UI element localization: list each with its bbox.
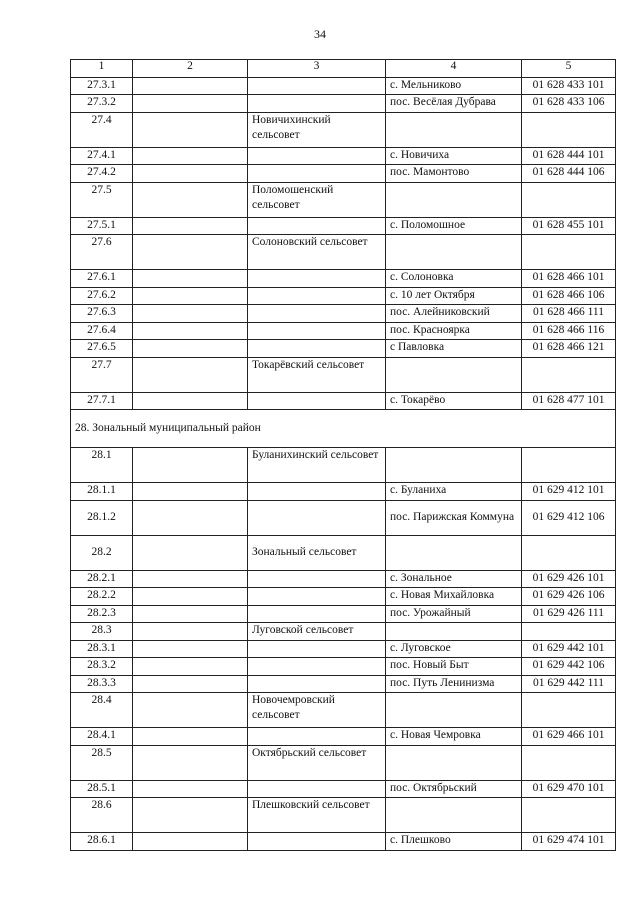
row-col-2 [133, 322, 248, 340]
row-col-2 [133, 392, 248, 410]
row-code: 27.3.2 [71, 95, 133, 113]
row-code: 28.2.3 [71, 605, 133, 623]
row-municipality [248, 392, 386, 410]
row-code: 27.5 [71, 182, 133, 217]
row-settlement [386, 357, 522, 392]
table-row [71, 500, 616, 535]
row-col-2 [133, 500, 248, 535]
row-settlement: пос. Весёлая Дубрава [386, 95, 522, 113]
row-settlement [386, 535, 522, 570]
column-header: 5 [522, 60, 616, 78]
row-okato-code [522, 357, 616, 392]
row-code: 27.4 [71, 112, 133, 147]
row-okato-code: 01 629 470 101 [522, 780, 616, 798]
row-settlement: пос. Путь Ленинизма [386, 675, 522, 693]
table-row [71, 483, 616, 501]
row-settlement: с. Новая Чемровка [386, 728, 522, 746]
row-col-2 [133, 448, 248, 483]
row-okato-code: 01 628 466 121 [522, 340, 616, 358]
table-row [71, 640, 616, 658]
table-row [71, 305, 616, 323]
row-col-2 [133, 728, 248, 746]
table-row [71, 392, 616, 410]
table-row [71, 270, 616, 288]
settlement-registry-table [70, 59, 616, 851]
row-settlement: с. Мельниково [386, 77, 522, 95]
table-row [71, 448, 616, 483]
table-row [71, 588, 616, 606]
table-row [71, 833, 616, 851]
row-settlement [386, 745, 522, 780]
row-okato-code [522, 448, 616, 483]
table-row [71, 693, 616, 728]
row-col-2 [133, 287, 248, 305]
row-okato-code: 01 628 444 101 [522, 147, 616, 165]
row-settlement [386, 448, 522, 483]
table-row [71, 728, 616, 746]
row-code: 28.4.1 [71, 728, 133, 746]
row-settlement [386, 182, 522, 217]
district-heading-row [71, 410, 616, 448]
row-code: 28.2.2 [71, 588, 133, 606]
table-row [71, 77, 616, 95]
row-settlement [386, 112, 522, 147]
row-okato-code: 01 629 442 106 [522, 658, 616, 676]
row-okato-code: 01 628 455 101 [522, 217, 616, 235]
row-col-2 [133, 588, 248, 606]
table-row [71, 780, 616, 798]
row-code: 28.2 [71, 535, 133, 570]
table-row [71, 182, 616, 217]
row-municipality [248, 675, 386, 693]
row-settlement: пос. Алейниковский [386, 305, 522, 323]
row-col-2 [133, 147, 248, 165]
table-row [71, 95, 616, 113]
row-settlement: с. 10 лет Октября [386, 287, 522, 305]
row-col-2 [133, 745, 248, 780]
row-settlement: с. Зональное [386, 570, 522, 588]
row-municipality [248, 270, 386, 288]
row-okato-code: 01 628 466 106 [522, 287, 616, 305]
row-okato-code: 01 628 433 101 [522, 77, 616, 95]
row-settlement: с. Солоновка [386, 270, 522, 288]
row-municipality [248, 588, 386, 606]
table-row [71, 322, 616, 340]
row-municipality [248, 165, 386, 183]
row-municipality: Поломошенский сельсовет [248, 182, 386, 217]
row-code: 28.3.1 [71, 640, 133, 658]
row-col-2 [133, 693, 248, 728]
row-code: 28.6.1 [71, 833, 133, 851]
row-settlement [386, 693, 522, 728]
table-row [71, 623, 616, 641]
row-code: 28.1.2 [71, 500, 133, 535]
row-col-2 [133, 570, 248, 588]
row-code: 27.6 [71, 235, 133, 270]
row-settlement: с. Токарёво [386, 392, 522, 410]
row-okato-code [522, 182, 616, 217]
row-col-2 [133, 95, 248, 113]
row-col-2 [133, 623, 248, 641]
row-okato-code [522, 798, 616, 833]
row-okato-code: 01 628 466 116 [522, 322, 616, 340]
row-code: 27.7.1 [71, 392, 133, 410]
row-code: 28.5.1 [71, 780, 133, 798]
row-municipality [248, 728, 386, 746]
row-municipality [248, 500, 386, 535]
row-municipality [248, 570, 386, 588]
row-municipality [248, 658, 386, 676]
row-settlement: пос. Новый Быт [386, 658, 522, 676]
row-col-2 [133, 357, 248, 392]
column-header: 3 [248, 60, 386, 78]
table-row [71, 112, 616, 147]
row-settlement: с. Луговское [386, 640, 522, 658]
column-header: 2 [133, 60, 248, 78]
row-code: 27.6.1 [71, 270, 133, 288]
column-header: 1 [71, 60, 133, 78]
row-col-2 [133, 780, 248, 798]
row-okato-code: 01 629 426 111 [522, 605, 616, 623]
row-col-2 [133, 112, 248, 147]
row-municipality [248, 147, 386, 165]
row-okato-code [522, 112, 616, 147]
row-okato-code: 01 628 477 101 [522, 392, 616, 410]
row-okato-code: 01 629 426 106 [522, 588, 616, 606]
table-row [71, 535, 616, 570]
table-row [71, 798, 616, 833]
row-code: 28.3.3 [71, 675, 133, 693]
row-col-2 [133, 605, 248, 623]
row-col-2 [133, 235, 248, 270]
row-okato-code: 01 629 442 111 [522, 675, 616, 693]
table-row [71, 745, 616, 780]
row-code: 28.4 [71, 693, 133, 728]
row-municipality [248, 95, 386, 113]
row-settlement: с. Плешково [386, 833, 522, 851]
row-settlement: пос. Октябрьский [386, 780, 522, 798]
table-row [71, 340, 616, 358]
row-municipality [248, 780, 386, 798]
row-col-2 [133, 340, 248, 358]
row-settlement: с. Новичиха [386, 147, 522, 165]
table-body [71, 60, 616, 851]
row-okato-code: 01 629 412 106 [522, 500, 616, 535]
row-col-2 [133, 798, 248, 833]
row-municipality [248, 640, 386, 658]
row-settlement: с. Новая Михайловка [386, 588, 522, 606]
row-col-2 [133, 833, 248, 851]
row-municipality [248, 833, 386, 851]
row-municipality [248, 287, 386, 305]
table-row [71, 287, 616, 305]
table-row [71, 570, 616, 588]
row-code: 28.3 [71, 623, 133, 641]
row-okato-code: 01 628 433 106 [522, 95, 616, 113]
row-col-2 [133, 483, 248, 501]
row-code: 28.5 [71, 745, 133, 780]
row-okato-code: 01 628 466 111 [522, 305, 616, 323]
row-col-2 [133, 535, 248, 570]
row-okato-code [522, 693, 616, 728]
row-okato-code [522, 745, 616, 780]
row-settlement: с. Поломошное [386, 217, 522, 235]
row-okato-code [522, 535, 616, 570]
row-code: 28.1 [71, 448, 133, 483]
row-okato-code: 01 629 412 101 [522, 483, 616, 501]
row-settlement: пос. Урожайный [386, 605, 522, 623]
row-municipality: Буланихинский сельсовет [248, 448, 386, 483]
row-okato-code: 01 629 474 101 [522, 833, 616, 851]
row-code: 27.6.2 [71, 287, 133, 305]
row-col-2 [133, 658, 248, 676]
column-header: 4 [386, 60, 522, 78]
row-col-2 [133, 217, 248, 235]
row-municipality [248, 305, 386, 323]
row-municipality [248, 340, 386, 358]
table-row [71, 147, 616, 165]
table-row [71, 675, 616, 693]
row-code: 27.5.1 [71, 217, 133, 235]
row-settlement: пос. Красноярка [386, 322, 522, 340]
header-row [71, 60, 616, 78]
row-okato-code [522, 235, 616, 270]
row-municipality [248, 77, 386, 95]
row-col-2 [133, 305, 248, 323]
district-name: 28. Зональный муниципальный район [71, 410, 616, 448]
row-okato-code: 01 629 426 101 [522, 570, 616, 588]
row-municipality: Новичихинский сельсовет [248, 112, 386, 147]
row-settlement: с. Буланиха [386, 483, 522, 501]
row-municipality [248, 605, 386, 623]
row-code: 27.7 [71, 357, 133, 392]
row-code: 27.6.4 [71, 322, 133, 340]
row-municipality: Новочемровский сельсовет [248, 693, 386, 728]
row-code: 28.3.2 [71, 658, 133, 676]
table-row [71, 357, 616, 392]
table-row [71, 217, 616, 235]
row-code: 27.6.3 [71, 305, 133, 323]
row-municipality: Луговской сельсовет [248, 623, 386, 641]
row-municipality: Токарёвский сельсовет [248, 357, 386, 392]
row-municipality [248, 217, 386, 235]
row-okato-code: 01 628 466 101 [522, 270, 616, 288]
row-okato-code: 01 629 466 101 [522, 728, 616, 746]
row-code: 28.1.1 [71, 483, 133, 501]
row-code: 27.4.1 [71, 147, 133, 165]
row-col-2 [133, 675, 248, 693]
row-code: 27.4.2 [71, 165, 133, 183]
row-settlement: с Павловка [386, 340, 522, 358]
row-settlement: пос. Мамонтово [386, 165, 522, 183]
row-settlement [386, 623, 522, 641]
row-municipality [248, 322, 386, 340]
row-col-2 [133, 270, 248, 288]
row-col-2 [133, 182, 248, 217]
row-okato-code: 01 629 442 101 [522, 640, 616, 658]
row-okato-code: 01 628 444 106 [522, 165, 616, 183]
row-municipality [248, 483, 386, 501]
row-col-2 [133, 165, 248, 183]
row-col-2 [133, 77, 248, 95]
table-row [71, 235, 616, 270]
row-settlement [386, 798, 522, 833]
row-settlement [386, 235, 522, 270]
row-municipality: Плешковский сельсовет [248, 798, 386, 833]
row-okato-code [522, 623, 616, 641]
row-code: 27.6.5 [71, 340, 133, 358]
table-row [71, 165, 616, 183]
table-row [71, 605, 616, 623]
row-code: 27.3.1 [71, 77, 133, 95]
table-row [71, 658, 616, 676]
row-col-2 [133, 640, 248, 658]
row-municipality: Октябрьский сельсовет [248, 745, 386, 780]
row-settlement: пос. Парижская Коммуна [386, 500, 522, 535]
row-code: 28.2.1 [71, 570, 133, 588]
row-code: 28.6 [71, 798, 133, 833]
row-municipality: Солоновский сельсовет [248, 235, 386, 270]
row-municipality: Зональный сельсовет [248, 535, 386, 570]
page-number: 34 [314, 27, 326, 41]
